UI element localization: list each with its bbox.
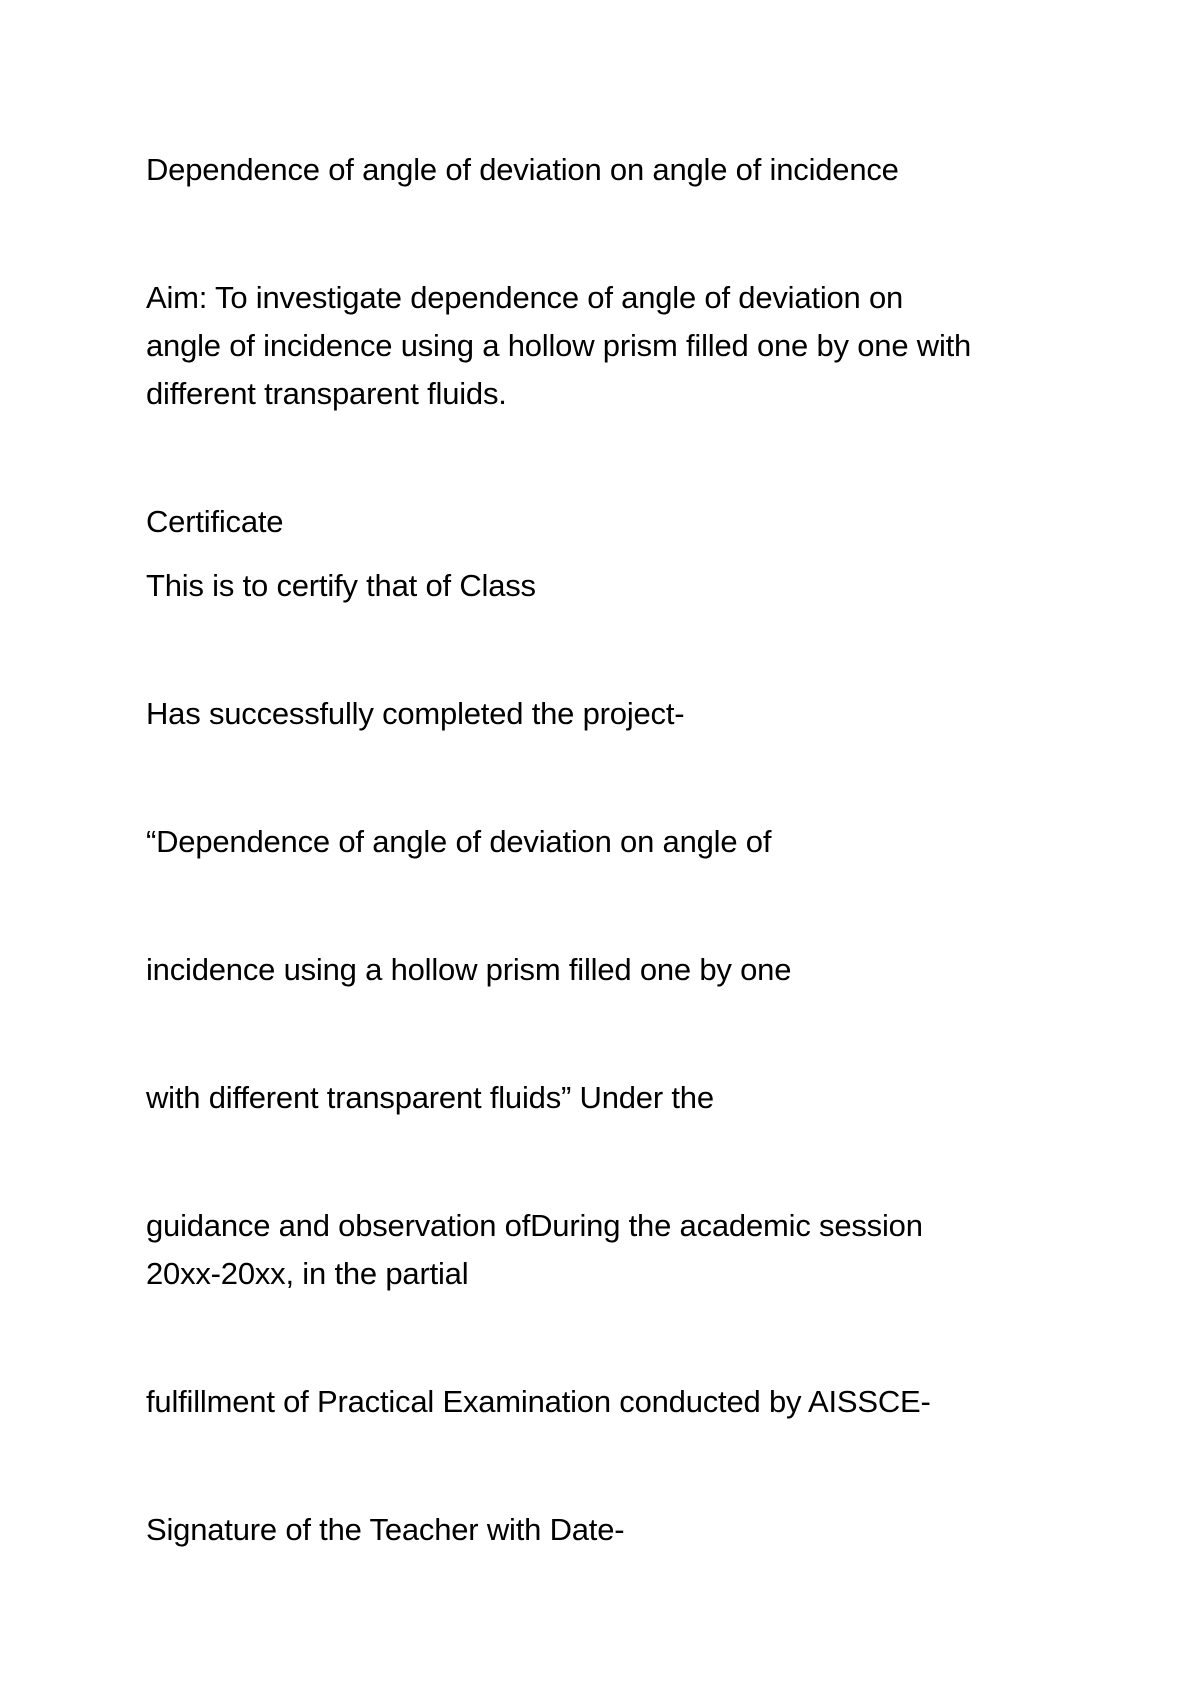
- project-line-2: incidence using a hollow prism filled one by one: [146, 952, 792, 987]
- project-line-3: with different transparent fluids” Under the: [146, 1080, 714, 1115]
- certificate-heading: Certificate: [146, 504, 284, 539]
- fulfillment-line: fulfillment of Practical Examination conducted by AISSCE-: [146, 1384, 931, 1419]
- aim-line: different transparent fluids.: [146, 376, 507, 411]
- signature-line: Signature of the Teacher with Date-: [146, 1512, 625, 1547]
- guidance-line: guidance and observation ofDuring the academic session: [146, 1208, 923, 1243]
- aim-line: Aim: To investigate dependence of angle of deviation on: [146, 280, 904, 315]
- aim-line: angle of incidence using a hollow prism filled one by one with: [146, 328, 972, 363]
- aim-paragraph: [146, 274, 1106, 418]
- completed-line: Has successfully completed the project-: [146, 696, 685, 731]
- project-line-1: “Dependence of angle of deviation on angle of: [146, 824, 772, 859]
- certify-line: This is to certify that of Class: [146, 568, 536, 603]
- document-title: Dependence of angle of deviation on angle of incidence: [146, 152, 899, 187]
- guidance-line: 20xx-20xx, in the partial: [146, 1256, 469, 1291]
- guidance-paragraph: [146, 1202, 1106, 1298]
